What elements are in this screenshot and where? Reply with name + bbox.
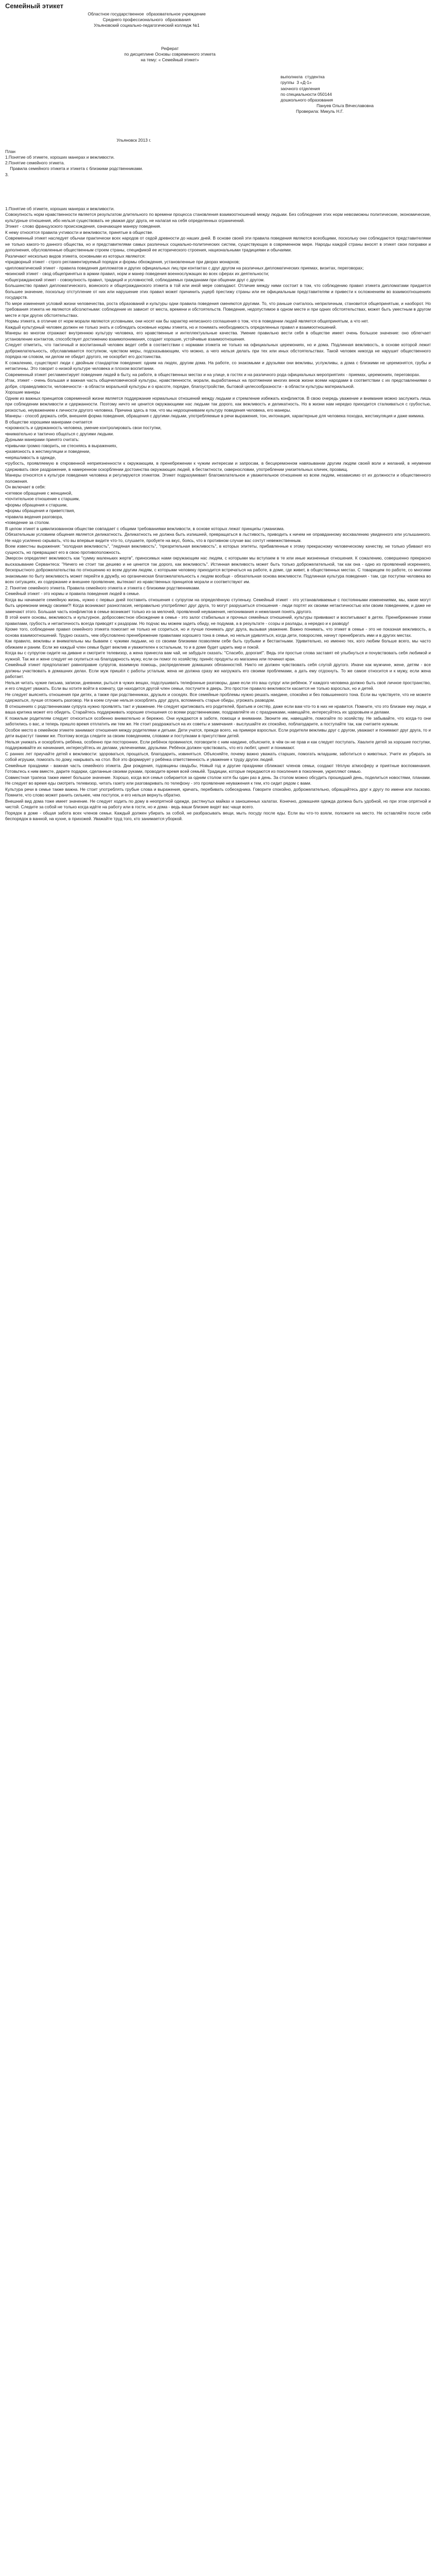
body-paragraph: Обязательным условием общения является деликатность. Деликатность не должна быть излишней, превращаться в льстивость, приводить к ничем не оправданному восхвалению увиденного или услышанного. Не надо усиленно скрывать, что вы впервые видите что-то, слушаете, пробуете на вкус, боясь, что в противном случае вас сочтут невежественным. bbox=[5, 532, 431, 543]
document-title: Семейный этикет bbox=[5, 2, 64, 10]
body-paragraph: •скромность и сдержанность человека, умение контролировать свои поступки, bbox=[5, 425, 162, 431]
body-paragraph: В этой книге основы, вежливость и культурное, добросовестное обхождение в семье - это залог стабильных и прочных семейных отношений, культуры прививают и воспитывают в детях. Пренебрежение этими правилами, грубость и нетактичность всегда приводят к раздорам. Но подчас мы можем задеть обиду, не подумав, а в результате - ссоры и разлады, а нередко и к разводу! bbox=[5, 615, 431, 626]
body-paragraph: Этикет - слово французского происхождения, означающее манеру поведения. bbox=[5, 224, 162, 229]
body-paragraph: Как правило, вежливы и внимательны мы бываем с чужими людьми, но со своими близкими позволяем себе быть грубыми и бестактными. Удивительно, но именно тех, кого любим больше всего, мы часто обижаем и раним. Если же каждый член семьи будет вежлив и уважителен к остальным, то и в доме будет царить мир и покой. bbox=[5, 638, 431, 650]
body-paragraph: Порядок в доме - общая забота всех членов семьи. Каждый должен убирать за собой, не разбрасывать вещи, мыть посуду после еды. Если вы что-то взяли, положите на место. Не оставляйте после себя беспорядок в ванной, на кухне, в прихожей. Уважайте труд того, кто занимается уборкой. bbox=[5, 810, 431, 822]
body-paragraph: Семейный этикет - это нормы и правила поведения людей в семье. bbox=[5, 591, 140, 597]
body-paragraph: Современный этикет наследует обычаи практически всех народов от седой древности до наших дней. В основе своей эти правила поведения являются всеобщими, поскольку они соблюдаются представителями не только какого-то данного общества, но и представителями самых различных социально-политических систем, существующих в современном мире. Народы каждой страны вносят в этикет свои поправки и дополнения, обусловленные общественным строем страны, спецификой ее исторического строения, национальными традициями и обычаями. bbox=[5, 235, 431, 253]
author-line: заочного отделения bbox=[281, 86, 320, 91]
city-year: Ульяновск 2013 г. bbox=[116, 137, 151, 143]
body-paragraph: Культура речи в семье также важна. Не стоит употреблять грубые слова и выражения, кричать, перебивать собеседника. Говорите спокойно, доброжелательно, обращайтесь друг к другу по имени или ласково. Помните, что слово может ранить сильнее, чем поступок, и его нельзя вернуть обратно. bbox=[5, 786, 431, 798]
plan-line: План bbox=[5, 148, 16, 154]
body-paragraph: Нельзя унижать и оскорблять ребёнка, особенно при посторонних. Если ребёнок провинился, поговорите с ним наедине, объясните, в чём он не прав и как следует поступать. Хвалите детей за хорошие поступки, поддерживайте их начинания, интересуйтесь их делами, увлечениями, друзьями. Ребёнок должен чувствовать, что его любят, ценят и понимают. bbox=[5, 739, 431, 751]
body-paragraph: •общегражданский этикет - совокупность правил, традиций и условностей, соблюдаемых гражданами при общении друг с другом. bbox=[5, 277, 265, 282]
body-paragraph: Манеры относятся к культуре поведения человека и регулируются этикетом. Этикет подразумевает благожелательное и уважительное отношение ко всем людям, независимо от их должности и общественного положения. bbox=[5, 472, 431, 484]
body-paragraph: •неряшливость в одежде, bbox=[5, 454, 56, 460]
body-paragraph: Нормы этикета, в отличие от норм морали являются условными, они носят как бы характер неписаного соглашения о том, что в поведении людей является общепринятым, а что нет. bbox=[5, 318, 369, 324]
author-line: Проверила: Микуль Н.Г. bbox=[296, 109, 344, 114]
body-paragraph: К нему относятся правила учтивости и вежливости, принятые в обществе. bbox=[5, 229, 153, 235]
body-paragraph: •дипломатический этикет - правила поведения дипломатов и других официальных лиц при контактах с друг другом на различных дипломатических приемах, визитах, переговорах; bbox=[5, 265, 364, 270]
author-line: дошкольного образования bbox=[281, 97, 333, 103]
body-paragraph: 1.Понятие об этикете, хороших манерах и вежливости. bbox=[5, 206, 115, 211]
body-paragraph: Кроме того, соблюдение правил семейного этикета помогает не только не ссориться, но и лучше понимать друг друга, вызывая уважение. Важно понимать, что этикет в семье - это не показная вежливость, а основа взаимоотношений. Трудно сказать, чем обусловлено пренебрежение правилами хорошего тона в семье, но нельзя удивляться, когда дети, повзрослев, начнут пренебрегать ими и в других местах. bbox=[5, 626, 431, 638]
header-line: Ульяновский социально-педагогический колледж №1 bbox=[94, 23, 200, 28]
body-paragraph: Дурными манерами принято считать: bbox=[5, 437, 80, 443]
report-line: Реферат bbox=[161, 45, 179, 51]
body-paragraph: Эмерсон определяет вежливость как "сумму маленьких жертв", приносимых нами окружающим нас людям, с которыми мы вступаем в те или иные жизненные отношения. К сожалению, совершенно прекрасно высказывание Сервантеса: "Ничего не стоит так дешево и не ценится так дорого, как вежливость". Истинная вежливость может быть только доброжелательной, так как она - одно из проявлений искреннего, бескорыстного доброжелательства по отношению ко всем другим людям, с которыми человеку приходится встречаться на работе, в доме, где живет, в общественных местах. С товарищем по работе, со многими знакомыми по быту вежливость может перейти в дружбу, но органическая благожелательность к людям вообще - обязательная основа вежливости. Подлинная культура поведения - там, где поступки человека во всех ситуациях, их содержание и внешнее проявление, вытекают из нравственных принципов морали и соответствуют им. bbox=[5, 555, 431, 585]
plan-line: 3. bbox=[5, 172, 9, 177]
author-line: Пануев Ольга Вячеславовна bbox=[317, 103, 374, 109]
body-paragraph: Нельзя читать чужие письма, записки, дневники, рыться в чужих вещах, подслушивать телефонные разговоры, даже если это ваш супруг или ребёнок. У каждого человека должно быть своё личное пространство, и его следует уважать. Если вы хотите войти в комнату, где находится другой член семьи, постучите в дверь. Это простое правило вежливости касается не только взрослых, но и детей. bbox=[5, 680, 431, 691]
author-block bbox=[281, 74, 431, 114]
header-line: Среднего профессионального образования bbox=[102, 17, 191, 23]
plan-section bbox=[5, 149, 431, 178]
author-line: выполнила студентка bbox=[281, 74, 325, 80]
body-paragraph: Особое место в семейном этикете занимают отношения между родителями и детьми. Дети учатся, прежде всего, на примере взрослых. Если родители вежливы друг с другом, уважают и понимают друг друга, то и дети вырастут такими же. Поэтому всегда следите за своим поведением, словами и поступками в присутствии детей. bbox=[5, 727, 431, 739]
body-paragraph: Семейные праздники - важная часть семейного этикета. Дни рождения, годовщины свадьбы, Новый год и другие праздники сближают членов семьи, создают тёплую атмосферу и приятные воспоминания. Готовьтесь к ним вместе, дарите подарки, сделанные своими руками, проводите время всей семьёй. Традиции, которые передаются из поколения в поколение, укрепляют семью. bbox=[5, 762, 431, 774]
body-paragraph: Различают несколько видов этикета, основными из которых являются: bbox=[5, 253, 146, 259]
plan-line: Правила семейного этикета и этикета с близкими родственниками. bbox=[5, 166, 143, 172]
body-paragraph: Манеры во многом отражают внутреннюю культуру человека, его нравственные и интеллектуальные качества. Умение правильно вести себя в обществе имеет очень большое значение: оно облегчает установление контактов, способствует достижению взаимопонимания, создает хорошие, устойчивые взаимоотношения. bbox=[5, 330, 431, 342]
body-paragraph: Большинство правил дипломатического, воинского и общегражданского этикета в той или иной мере совпадают. Отличие между ними состоит в том, что соблюдению правил этикета дипломатами придается большее значение, поскольку отступление от них или нарушение этих правил может причинить ущерб престижу страны или ее официальным представителям и привести к осложнениям во взаимоотношениях государств. bbox=[5, 283, 431, 300]
body-paragraph: •внимательно и тактично общаться с другими людьми. bbox=[5, 431, 114, 436]
body-paragraph: Внешний вид дома тоже имеет значение. Не следует ходить по дому в неопрятной одежде, растянутых майках и заношенных халатах. Конечно, домашняя одежда должна быть удобной, но при этом опрятной и чистой. Следите за собой не только когда идёте на работу или в гости, но и дома - ведь ваши близкие видят вас чаще всего. bbox=[5, 798, 431, 810]
body-paragraph: К сожалению, существуют люди с двойным стандартом поведения: одним на людях, другим дома. На работе, со знакомыми и друзьями они вежливы, услужливы, а дома с близкими не церемонятся, грубы и нетактичны. Это говорит о низкой культуре человека и плохом воспитании. bbox=[5, 360, 431, 371]
body-paragraph: Совместная трапеза также имеет большое значение. Хорошо, когда вся семья собирается за одним столом хотя бы один раз в день. За столом можно обсудить прошедший день, поделиться новостями, планами. Не следует во время еды смотреть телевизор, читать газету или разговаривать по телефону - это проявление неуважения к тем, кто сидит рядом с вами. bbox=[5, 774, 431, 786]
header-line: Областное государственное образовательное учреждение bbox=[88, 11, 206, 16]
body-paragraph: •грубость, проявляемую в откровенной неприязненности к окружающим, в пренебрежении к чужим интересам и запросам, в бесцеремонном навязывании другим людям своей воли и желаний, в неумении сдерживать свое раздражение, в намеренном оскорблении достоинства окружающих людей, в бестактности, сквернословии, употреблении унизительных кличек, прозвищ. bbox=[5, 461, 431, 472]
body-paragraph: Манеры - способ держать себя, внешняя форма поведения, обращения с другими людьми, употребляемые в речи выражения, тон, интонация, характерные для человека походка, жестикуляция и даже мимика. bbox=[5, 413, 425, 419]
body-paragraph: Он включает в себя: bbox=[5, 484, 46, 490]
body-paragraph: По мере изменения условий жизни человечества, роста образований и культуры одни правила поведения сменяются другими. То, что раньше считалось неприличным, становится общепринятым, и наоборот. Но требования этикета не являются абсолютными: соблюдение их зависит от места, времени и обстоятельств. Поведение, недопустимое в одном месте и при одних обстоятельствах, может быть уместным в другом месте и при других обстоятельствах. bbox=[5, 300, 431, 318]
body-paragraph: •формы обращения и приветствия, bbox=[5, 508, 75, 514]
body-paragraph: Семейный этикет предполагает равноправие супругов, взаимную помощь, распределение домашних обязанностей. Никто не должен чувствовать себя слугой другого. Иначе как мужчине, жене, детям - все должны участвовать в домашних делах. Если муж пришёл с работы усталым, жена не должна сразу же нагружать его своими проблемами, а дать ему отдохнуть. То же самое относится и к мужу, если жена работает. bbox=[5, 662, 431, 680]
author-line: по специальности 050144 bbox=[281, 91, 332, 97]
author-line: группы 3 «Д-1» bbox=[281, 80, 312, 86]
body-paragraph: Когда вы с супругом сидите на диване и смотрите телевизор, а жена принесла вам чай, не забудьте сказать: "Спасибо, дорогая!". Ведь эти простые слова заставят её улыбнуться и почувствовать себя любимой и нужной. Так же и жене следует не скупиться на благодарность мужу, если он помог по хозяйству, принёс продукты из магазина или починил кран. bbox=[5, 650, 431, 662]
body-paragraph: •придворный этикет - строго регламентируемый порядок и формы обхождения, установленные при дворах монархов; bbox=[5, 259, 240, 265]
document-body bbox=[5, 206, 431, 822]
body-paragraph: •формы обращения к старшим, bbox=[5, 502, 68, 507]
body-paragraph: Одним из важных принципов современной жизни является поддержание нормальных отношений между людьми и стремление избежать конфликтов. В свою очередь уважение и внимание можно заслужить лишь при соблюдении вежливости и сдержанности. Поэтому ничто не ценится окружающими нас людьми так дорого, как вежливость и деликатность. Но в жизни нам нередко приходится сталкиваться с грубостью, резкостью, неуважением к личности другого человека. Причина здесь в том, что мы недооцениваем культуру поведения человека, его манеры. bbox=[5, 395, 431, 413]
body-paragraph: Хорошие манеры bbox=[5, 389, 40, 395]
body-paragraph: В отношениях с родственниками супруга нужно проявлять такт и уважение. Не следует критиковать его родителей, братьев и сестёр, даже если вам что-то в них не нравится. Помните, что это близкие ему люди, и ваша критика может его обидеть. Старайтесь поддерживать хорошие отношения со всеми родственниками, поздравляйте их с праздниками, навещайте, интересуйтесь их здоровьем и делами. bbox=[5, 703, 431, 715]
body-paragraph: 2. Понятие семейного этикета. Правила семейного этикета и этикета с близкими родственниками. bbox=[5, 585, 200, 590]
body-paragraph: Всем известны выражения: "холодная вежливость", "ледяная вежливость", "презрительная вежливость", в которых эпитеты, прибавленные к этому прекрасному человеческому качеству, не только убивают его сущность, но превращают его в свою противоположность. bbox=[5, 544, 431, 555]
report-line: на тему: « Семейный этикет» bbox=[141, 57, 199, 63]
institution-header bbox=[39, 11, 255, 29]
body-paragraph: Следует отметить, что тактичный и воспитанный человек ведет себя в соответствии с нормами этикета не только на официальных церемониях, но и дома. Подлинная вежливость, в основе которой лежит доброжелательность, обуславливается поступком, чувством меры, подсказывающим, что можно, а чего нельзя делать при тех или иных обстоятельствах. Такой человек никогда не нарушит общественного порядка ни словом, ни делом не обидит другого, не оскорбит его достоинства. bbox=[5, 342, 431, 360]
plan-line: 2.Понятие семейного этикета. bbox=[5, 160, 65, 166]
body-paragraph: В обществе хорошими манерами считается bbox=[5, 419, 92, 425]
body-paragraph: Когда вы начинаете семейную жизнь, нужно с первых дней поставить отношения с супругом на определённую ступеньку. Семейный этикет - это устанавливаемые с постоянными изменениями, мы, какие могут быть церемонии между своими?! Когда возникают разногласия, неправильно употребляют друг друга, то могут разрушиться отношения - люди портят их своими нетактичностью или своим поведением, и даже не замечают этого. Большая часть конфликтов в семье возникает только из-за мелочей, проявлений неуважения, непонимания и нежелания понять другого. bbox=[5, 597, 431, 614]
plan-line: 1.Понятие об этикете, хороших манерах и вежливости. bbox=[5, 155, 115, 160]
body-paragraph: С ранних лет приучайте детей к вежливости: здороваться, прощаться, благодарить, извиняться. Объясняйте, почему важно уважать старших, помогать младшим, заботиться о животных. Учите их убирать за собой игрушки, помогать по дому, накрывать на стол. Всё это формирует у ребёнка ответственность и уважение к труду других людей. bbox=[5, 751, 431, 762]
report-line: по дисциплине Основы современного этикета bbox=[124, 51, 216, 57]
body-paragraph: Совокупность норм нравственности является результатом длительного по времени процесса становления взаимоотношений между людьми. Без соблюдения этих норм невозможны политические, экономические, культурные отношения, ибо нельзя существовать не уважая друг друга, не налагая на себя определенных ограничений. bbox=[5, 212, 431, 223]
body-paragraph: •привычки громко говорить, не стесняясь в выражениях, bbox=[5, 443, 117, 448]
body-paragraph: •воинский этикет - свод общепринятых в армии правил, норм и манер поведения военнослужащих во всех сферах их деятельности; bbox=[5, 271, 269, 277]
body-paragraph: •развязность в жестикуляции и поведении, bbox=[5, 449, 91, 454]
body-paragraph: Не следует выяснять отношения при детях, а также при родственниках, друзьях и соседях. Все семейные проблемы нужно решать наедине, спокойно и без повышенного тона. Если вы чувствуете, что не можете сдержаться, лучше отложить разговор. Ни в коем случае нельзя оскорблять друг друга, вспоминать старые обиды, угрожать разводом. bbox=[5, 691, 431, 703]
body-paragraph: К пожилым родителям следует относиться особенно внимательно и бережно. Они нуждаются в заботе, помощи и внимании. Звоните им, навещайте, помогайте по хозяйству. Не забывайте, что когда-то они заботились о вас, и теперь пришло время отплатить им тем же. Не стоит раздражаться на их советы и замечания - выслушайте их спокойно, поблагодарите, а поступайте так, как считаете нужным. bbox=[5, 715, 431, 727]
body-paragraph: Каждый культурный человек должен не только знать и соблюдать основные нормы этикета, но и понимать необходимость определенных правил и взаимоотношений. bbox=[5, 324, 337, 330]
body-paragraph: В целом этикет в цивилизованном обществе совпадает с общими требованиями вежливости, в основе которых лежат принципы гуманизма. bbox=[5, 526, 285, 531]
body-paragraph: •сетевое обращение с женщиной, bbox=[5, 490, 73, 496]
body-paragraph: •правила ведения разговора, bbox=[5, 514, 63, 519]
body-paragraph: •поведение за столом. bbox=[5, 520, 50, 526]
report-heading bbox=[93, 46, 247, 63]
body-paragraph: •почтительное отношение к старшим, bbox=[5, 496, 80, 502]
body-paragraph: Современный этикет регламентирует поведение людей в быту, на работе, в общественных местах и на улице, в гостях и на различного рода официальных мероприятиях - приемах, церемониях, переговорах. bbox=[5, 371, 421, 377]
body-paragraph: Итак, этикет - очень большая и важная часть общечеловеческой культуры, нравственности, морали, выработанных на протяжении многих веков жизни всеми народами в соответствии с их представлениями о добре, справедливости, человечности - в области моральной культуры и о красоте, порядке, благоустройстве, бытовой целесообразности - в области культуры материальной. bbox=[5, 378, 431, 389]
